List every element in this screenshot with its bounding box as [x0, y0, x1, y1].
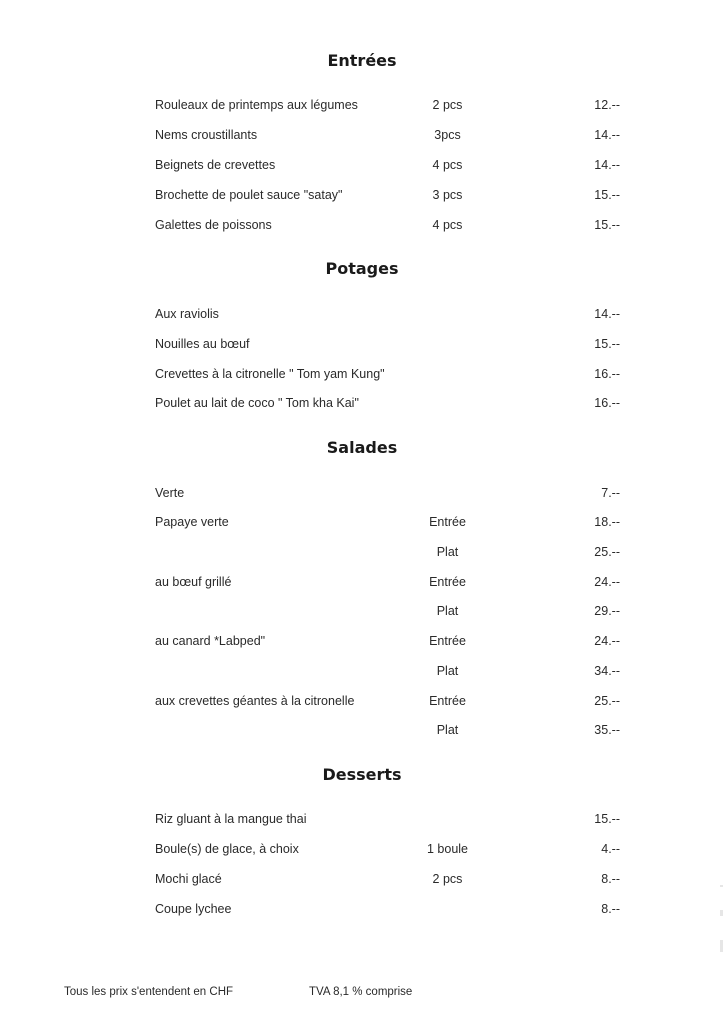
- item-price: 15.--: [594, 812, 620, 826]
- section-title-salades: Salades: [326, 438, 398, 457]
- menu-item: [0, 218, 724, 238]
- menu-item: [0, 604, 724, 624]
- menu-item: [0, 515, 724, 535]
- menu-item: [0, 694, 724, 714]
- menu-item: [0, 872, 724, 892]
- item-qty: 2 pcs: [432, 98, 463, 112]
- section-title-entrees: Entrées: [327, 51, 397, 70]
- item-price: 14.--: [594, 307, 620, 321]
- menu-item: [0, 307, 724, 327]
- menu-item: [0, 158, 724, 178]
- scan-mark: [720, 940, 723, 952]
- item-name: Boule(s) de glace, à choix: [155, 842, 299, 856]
- item-qty: 3 pcs: [432, 188, 463, 202]
- item-qty: Entrée: [429, 515, 466, 529]
- item-name: Nouilles au bœuf: [155, 337, 250, 351]
- item-price: 15.--: [594, 218, 620, 232]
- item-price: 29.--: [594, 604, 620, 618]
- menu-item: [0, 664, 724, 684]
- item-price: 18.--: [594, 515, 620, 529]
- item-name: au bœuf grillé: [155, 575, 232, 589]
- section-title-desserts: Desserts: [322, 765, 402, 784]
- item-price: 15.--: [594, 337, 620, 351]
- item-price: 8.--: [601, 872, 620, 886]
- scan-mark: [720, 885, 723, 887]
- menu-item: [0, 723, 724, 743]
- section-title-potages: Potages: [325, 259, 399, 278]
- item-price: 25.--: [594, 694, 620, 708]
- menu-item: [0, 128, 724, 148]
- menu-item: [0, 812, 724, 832]
- item-price: 35.--: [594, 723, 620, 737]
- item-price: 15.--: [594, 188, 620, 202]
- item-qty: Plat: [436, 545, 459, 559]
- item-name: Verte: [155, 486, 185, 500]
- item-price: 24.--: [594, 575, 620, 589]
- footer-currency-note: Tous les prix s'entendent en CHF: [64, 986, 234, 998]
- item-name: Nems croustillants: [155, 128, 258, 142]
- menu-item: [0, 188, 724, 208]
- item-qty: 4 pcs: [432, 218, 463, 232]
- menu-item: [0, 842, 724, 862]
- item-qty: Entrée: [429, 694, 466, 708]
- item-name: aux crevettes géantes à la citronelle: [155, 694, 355, 708]
- item-name: Poulet au lait de coco " Tom kha Kai": [155, 396, 359, 410]
- item-price: 16.--: [594, 367, 620, 381]
- menu-item: [0, 367, 724, 387]
- menu-item: [0, 486, 724, 506]
- item-price: 14.--: [594, 158, 620, 172]
- item-name: Galettes de poissons: [155, 218, 272, 232]
- item-price: 16.--: [594, 396, 620, 410]
- item-price: 24.--: [594, 634, 620, 648]
- menu-item: [0, 902, 724, 922]
- item-qty: Plat: [436, 723, 459, 737]
- item-name: Rouleaux de printemps aux légumes: [155, 98, 358, 112]
- menu-item: [0, 575, 724, 595]
- item-name: au canard *Labped": [155, 634, 266, 648]
- item-qty: 2 pcs: [432, 872, 463, 886]
- item-price: 12.--: [594, 98, 620, 112]
- item-qty: 1 boule: [426, 842, 468, 856]
- item-qty: Plat: [436, 604, 459, 618]
- item-name: Coupe lychee: [155, 902, 232, 916]
- item-price: 14.--: [594, 128, 620, 142]
- item-price: 34.--: [594, 664, 620, 678]
- footer-vat-note: TVA 8,1 % comprise: [309, 986, 413, 998]
- item-qty: 4 pcs: [432, 158, 463, 172]
- item-name: Papaye verte: [155, 515, 229, 529]
- scan-mark: [720, 910, 723, 916]
- item-price: 8.--: [601, 902, 620, 916]
- item-qty: Entrée: [429, 575, 466, 589]
- menu-item: [0, 545, 724, 565]
- item-qty: 3pcs: [434, 128, 461, 142]
- item-price: 25.--: [594, 545, 620, 559]
- item-qty: Plat: [436, 664, 459, 678]
- item-name: Brochette de poulet sauce "satay": [155, 188, 343, 202]
- item-name: Aux raviolis: [155, 307, 219, 321]
- menu-item: [0, 396, 724, 416]
- item-price: 4.--: [601, 842, 620, 856]
- menu-item: [0, 634, 724, 654]
- item-price: 7.--: [601, 486, 620, 500]
- item-name: Mochi glacé: [155, 872, 222, 886]
- item-name: Riz gluant à la mangue thai: [155, 812, 307, 826]
- item-qty: Entrée: [429, 634, 466, 648]
- item-name: Crevettes à la citronelle " Tom yam Kung": [155, 367, 385, 381]
- item-name: Beignets de crevettes: [155, 158, 276, 172]
- menu-item: [0, 337, 724, 357]
- menu-item: [0, 98, 724, 118]
